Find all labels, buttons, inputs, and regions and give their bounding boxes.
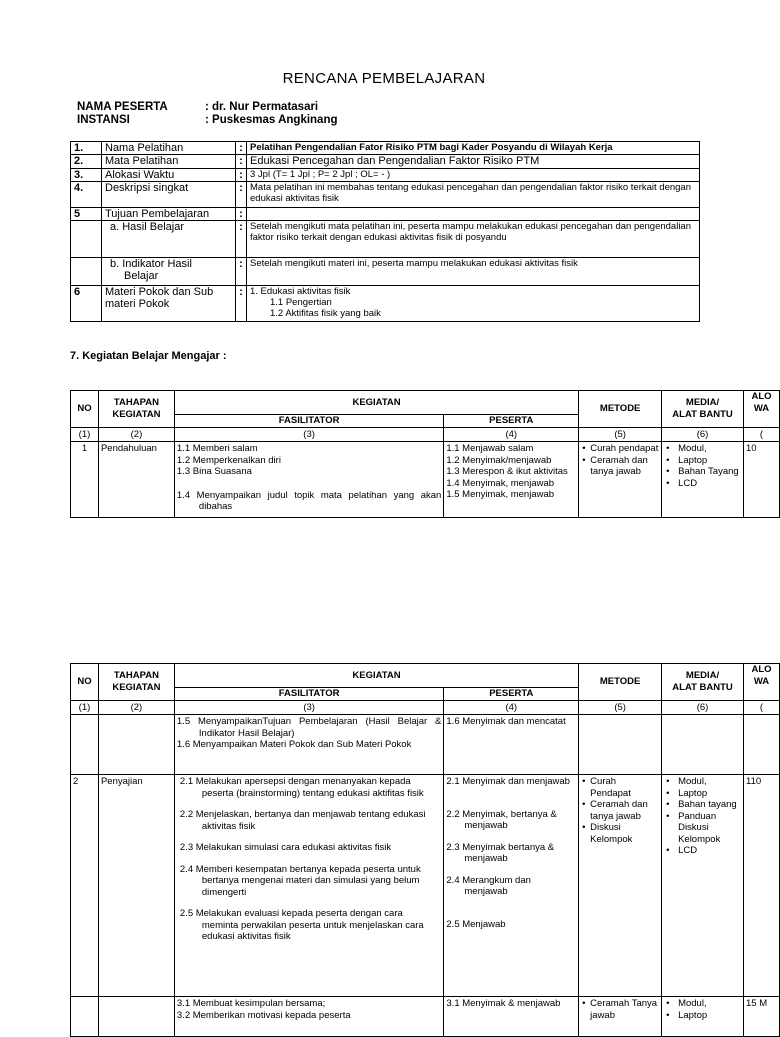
activity-table [70, 390, 780, 518]
list-item: • Diskusi Kelompok [590, 822, 659, 845]
col-alokasi [743, 391, 779, 428]
table-row [71, 442, 780, 518]
list-item: • Laptop [678, 455, 741, 467]
list-item: 1.2 Menyimak/menjawab [446, 454, 552, 466]
list-item: 1.6 Menyampaikan Materi Pokok dan Sub Materi Pokok [176, 739, 412, 750]
col-kegiatan: KEGIATAN [174, 391, 578, 415]
header-line: ALO [751, 664, 772, 675]
info-table [70, 141, 700, 322]
col-number: (3) [174, 700, 444, 715]
colon: : [236, 208, 247, 221]
section-heading: 7. Kegiatan Belajar Mengajar : [70, 350, 227, 362]
list-item: • Curah pendapat [590, 443, 659, 455]
activity-table-continued [70, 663, 780, 1037]
colon: : [236, 182, 247, 208]
list-item: 2.1 Menyimak dan menjawab [446, 776, 570, 787]
list-item: 1.3 Merespon & ikut aktivitas [446, 466, 568, 477]
col-fasilitator: FASILITATOR [174, 415, 443, 428]
row-number [71, 258, 102, 286]
nama-peserta-label: NAMA PESERTA [77, 101, 168, 113]
column-number-row [71, 700, 780, 715]
list-item: 2.5 Menjawab [446, 918, 506, 930]
row-waktu: 110 [744, 775, 780, 997]
header-line: KEGIATAN [112, 681, 161, 693]
info-row-materi [71, 286, 700, 322]
col-number: (4) [444, 700, 579, 715]
col-number: ( [743, 427, 779, 442]
header-line: KEGIATAN [112, 408, 161, 420]
col-fasilitator: FASILITATOR [174, 688, 444, 701]
colon: : [236, 258, 247, 286]
row-peserta [444, 775, 579, 997]
row-value: 3 Jpl (T= 1 Jpl ; P= 2 Jpl ; OL= - ) [247, 169, 700, 182]
row-metode [579, 775, 662, 997]
row-media [662, 997, 744, 1037]
row-peserta [444, 442, 579, 518]
materi-pokok: 1. Edukasi aktivitas fisik [250, 286, 351, 297]
row-value: Mata pelatihan ini membahas tentang edukasi pencegahan dan pengendalian faktor risiko terkait dengan edukasi aktivitas fisik [247, 182, 700, 208]
nama-peserta-row [77, 101, 318, 113]
row-value [247, 208, 700, 221]
col-no: NO [71, 664, 99, 701]
row-number: 5 [71, 208, 102, 221]
list-item: 3.1 Menyimak & menjawab [446, 998, 561, 1009]
row-label: Tujuan Pembelajaran [102, 208, 236, 221]
row-no: 2 [71, 775, 99, 997]
row-waktu [744, 715, 780, 775]
row-value: Pelatihan Pengendalian Fator Risiko PTM bagi Kader Posyandu di Wilayah Kerja [247, 142, 700, 155]
list-item: 1.1 Memberi salam [176, 443, 258, 454]
row-waktu: 15 M [744, 997, 780, 1037]
list-item: 2.2 Menyimak, bertanya & menjawab [446, 808, 557, 831]
sub-materi: 1.2 Aktifitas fisik yang baik [270, 308, 381, 319]
row-label: Mata Pelatihan [102, 155, 236, 169]
column-number-row [71, 427, 780, 442]
list-item: • Laptop [678, 788, 741, 800]
row-value: Edukasi Pencegahan dan Pengendalian Faktor Risiko PTM [247, 155, 700, 169]
list-item: 2.5 Melakukan evaluasi kepada peserta dengan cara meminta perwakilan peserta untuk menjelaskan cara edukasi aktivitas fisik [179, 908, 424, 942]
row-metode [579, 997, 662, 1037]
row-label: Nama Pelatihan [102, 142, 236, 155]
document-title: RENCANA PEMBELAJARAN [282, 70, 486, 87]
list-item: • Curah Pendapat [590, 776, 659, 799]
list-item: • Ceramah dan tanya jawab [590, 799, 659, 822]
row-no: 1 [71, 442, 99, 518]
row-fasilitator [174, 715, 444, 775]
row-number: 6 [71, 286, 102, 322]
list-item: • Panduan Diskusi Kelompok [678, 811, 741, 846]
list-item: • Bahan Tayang [678, 466, 741, 478]
list-item: • Laptop [678, 1010, 741, 1022]
row-tahapan: Pendahuluan [98, 442, 174, 518]
header-line: WA [753, 402, 770, 414]
colon: : [236, 142, 247, 155]
col-no: NO [71, 391, 99, 428]
row-value: Setelah mengikuti mata pelatihan ini, peserta mampu melakukan edukasi pencegahan dan pengendalian faktor risiko terkait dengan edukasi aktivitas fisik di posyandu [247, 221, 700, 258]
row-number: 3. [71, 169, 102, 182]
label-line: Belajar [124, 270, 159, 282]
list-item: 1.1 Menjawab salam [446, 443, 534, 454]
row-waktu: 10 [743, 442, 779, 518]
col-number: ( [744, 700, 780, 715]
col-number: (2) [98, 700, 174, 715]
header-line: MEDIA/ [685, 670, 720, 682]
col-alokasi [744, 664, 780, 701]
list-item: 3.1 Membuat kesimpulan bersama; [176, 998, 326, 1009]
header-line: TAHAPAN [113, 670, 159, 682]
col-number: (6) [662, 427, 744, 442]
list-item: 1.2 Memperkenalkan diri [176, 454, 281, 466]
colon: : [236, 169, 247, 182]
row-no [71, 715, 99, 775]
list-item: • LCD [678, 478, 741, 490]
row-number: 2. [71, 155, 102, 169]
col-number: (1) [71, 700, 99, 715]
list-item: • Ceramah dan tanya jawab [590, 455, 659, 478]
colon: : [236, 221, 247, 258]
info-row-deskripsi [71, 182, 700, 208]
table-row [71, 715, 780, 775]
list-item: 1.4 Menyampaikan judul topik mata pelatihan yang akan dibahas [176, 489, 442, 512]
list-item: • Modul, [678, 776, 741, 788]
list-item: 1.3 Bina Suasana [176, 466, 252, 477]
row-label [102, 258, 236, 286]
row-tahapan [98, 715, 174, 775]
label-line: b. Indikator Hasil [110, 258, 192, 270]
col-number: (6) [662, 700, 744, 715]
header-line: ALAT BANTU [672, 408, 733, 420]
nama-peserta-value: : dr. Nur Permatasari [205, 101, 319, 113]
col-peserta: PESERTA [444, 415, 579, 428]
row-fasilitator [174, 442, 443, 518]
instansi-value: : Puskesmas Angkinang [205, 114, 338, 126]
col-number: (1) [71, 427, 99, 442]
list-item: 2.4 Memberi kesempatan bertanya kepada peserta untuk bertanya mengenai materi dan simulasi yang belum dimengerti [179, 863, 421, 898]
row-media [662, 775, 744, 997]
col-number: (4) [444, 427, 579, 442]
row-metode [579, 442, 662, 518]
list-item: 2.4 Merangkum dan menjawab [446, 874, 531, 897]
list-item: 2.3 Melakukan simulasi cara edukasi aktivitas fisik [179, 842, 392, 853]
info-row-alokasi-waktu [71, 169, 700, 182]
instansi-label: INSTANSI [77, 114, 130, 126]
col-media [662, 664, 744, 701]
header-line: ALO [751, 391, 772, 402]
col-number: (2) [98, 427, 174, 442]
col-kegiatan: KEGIATAN [174, 664, 578, 688]
row-peserta [444, 997, 579, 1037]
col-tahapan [98, 391, 174, 428]
table-row [71, 775, 780, 997]
info-row-hasil-belajar [71, 221, 700, 258]
row-tahapan: Penyajian [98, 775, 174, 997]
col-number: (3) [174, 427, 443, 442]
row-label: Materi Pokok dan Sub materi Pokok [102, 286, 236, 322]
sub-materi: 1.1 Pengertian [270, 297, 332, 308]
row-label: Deskripsi singkat [102, 182, 236, 208]
row-label: a. Hasil Belajar [102, 221, 236, 258]
row-number: 1. [71, 142, 102, 155]
row-fasilitator [174, 997, 444, 1037]
list-item: • Bahan tayang [678, 799, 741, 811]
info-row-mata-pelatihan [71, 155, 700, 169]
list-item: 1.5 Menyimak, menjawab [446, 489, 555, 500]
list-item: • Ceramah Tanya jawab [590, 998, 659, 1021]
header-line: WA [753, 675, 770, 687]
row-number: 4. [71, 182, 102, 208]
header-line: TAHAPAN [113, 397, 159, 409]
col-media [662, 391, 744, 428]
list-item: 2.3 Menyimak bertanya & menjawab [446, 841, 555, 864]
row-media [662, 442, 744, 518]
table-row [71, 997, 780, 1037]
instansi-row [77, 114, 338, 126]
col-number: (5) [579, 700, 662, 715]
col-metode: METODE [579, 391, 662, 428]
list-item: 3.2 Memberikan motivasi kepada peserta [176, 1009, 351, 1021]
list-item: • Modul, [678, 998, 741, 1010]
col-number: (5) [579, 427, 662, 442]
col-metode: METODE [579, 664, 662, 701]
row-fasilitator [174, 775, 444, 997]
row-no [71, 997, 99, 1037]
row-tahapan [98, 997, 174, 1037]
row-peserta [444, 715, 579, 775]
list-item: 2.2 Menjelaskan, bertanya dan menjawab tentang edukasi aktivitas fisik [179, 809, 426, 832]
colon: : [236, 286, 247, 322]
col-tahapan [98, 664, 174, 701]
col-peserta: PESERTA [444, 688, 579, 701]
list-item: 1.5 MenyampaikanTujuan Pembelajaran (Hasil Belajar & Indikator Hasil Belajar) [176, 716, 442, 739]
info-row-indikator [71, 258, 700, 286]
row-number [71, 221, 102, 258]
list-item: 2.1 Melakukan apersepsi dengan menanyakan kepada peserta (brainstorming) tentang edukasi aktifitas fisik [179, 776, 424, 799]
colon: : [236, 155, 247, 169]
list-item: • Modul, [678, 443, 741, 455]
list-item: • LCD [678, 845, 741, 857]
list-item: 1.6 Menyimak dan mencatat [446, 716, 566, 727]
header-line: ALAT BANTU [672, 681, 733, 693]
info-row-nama-pelatihan [71, 142, 700, 155]
row-media [662, 715, 744, 775]
row-value [247, 286, 700, 322]
info-row-tujuan [71, 208, 700, 221]
header-line: MEDIA/ [685, 397, 720, 409]
list-item: 1.4 Menyimak, menjawab [446, 477, 555, 489]
row-label: Alokasi Waktu [102, 169, 236, 182]
row-metode [579, 715, 662, 775]
row-value: Setelah mengikuti materi ini, peserta mampu melakukan edukasi aktivitas fisik [247, 258, 700, 286]
